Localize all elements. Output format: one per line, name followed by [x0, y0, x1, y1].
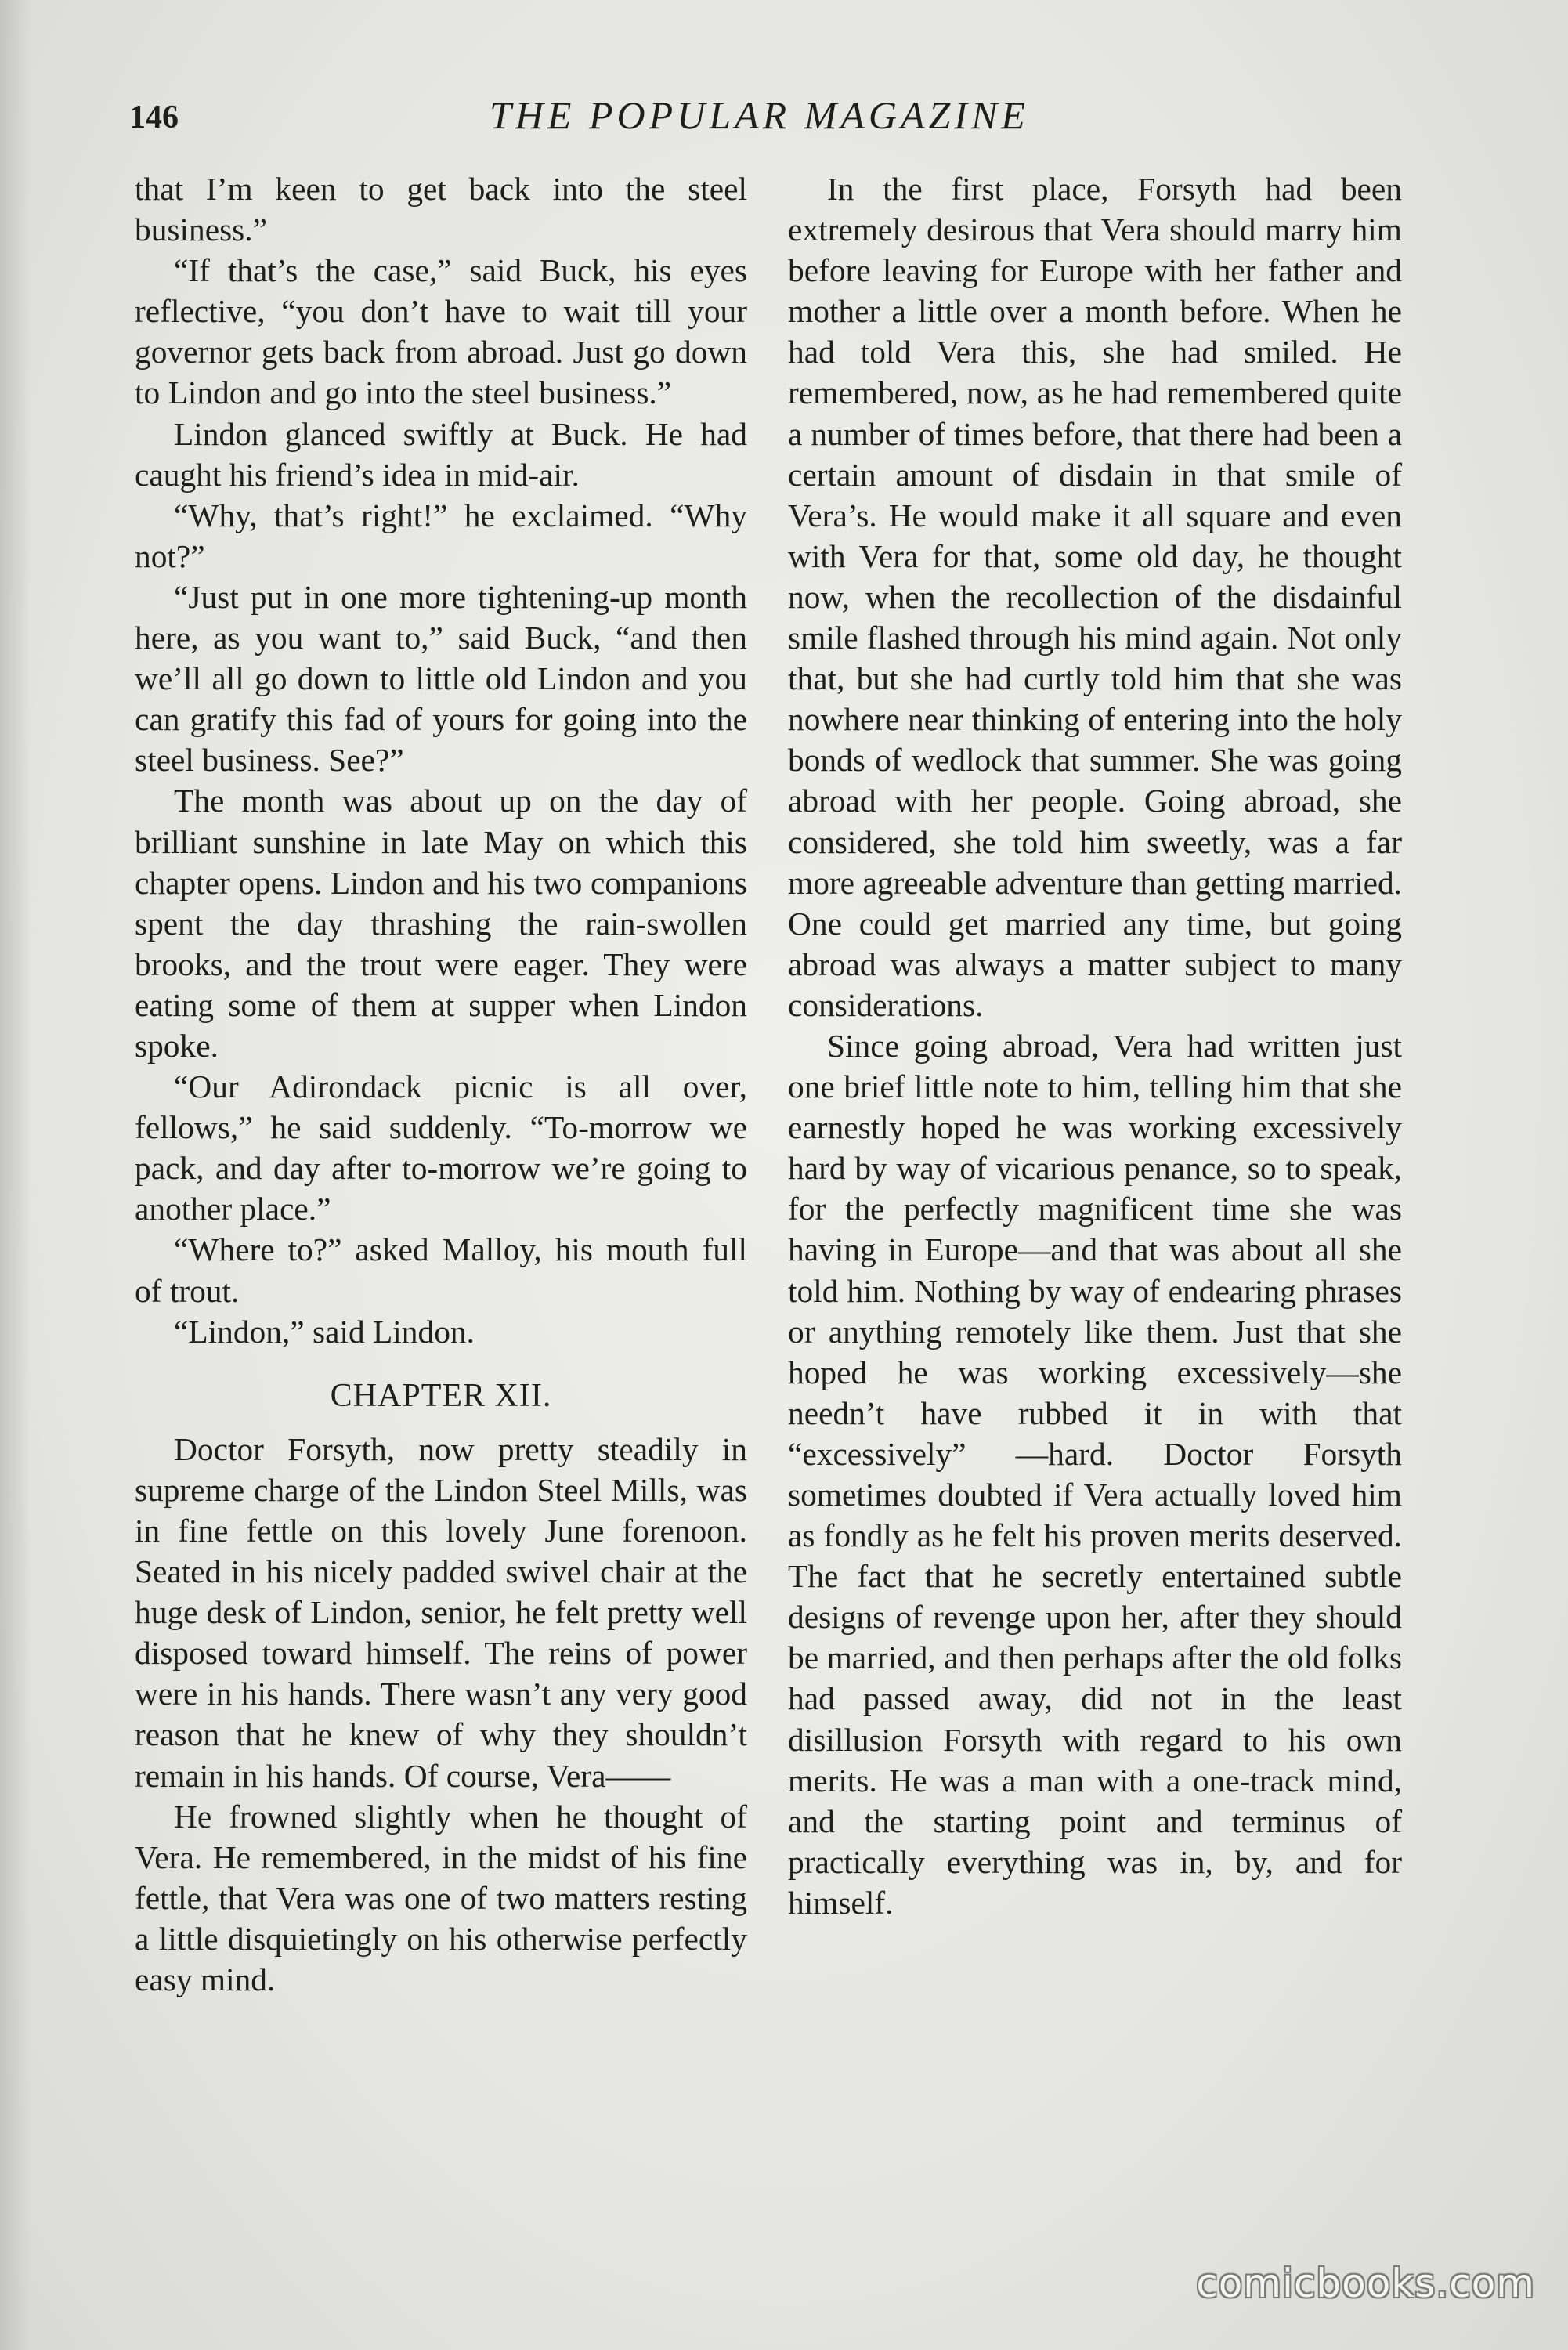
chapter-heading: CHAPTER XII. [330, 1377, 552, 1414]
paragraph: “Where to?” asked Malloy, his mouth full of trout. [135, 1231, 747, 1309]
page-header [129, 92, 1414, 147]
paragraph: “Lindon,” said Lindon. [174, 1313, 475, 1350]
left-column [135, 168, 747, 2000]
paragraph: The month was about up on the day of brilliant sunshine in late May on which this chapter opens. Lindon and his two companions spent the day thrashing the rain-swollen brooks, and the trout were eager. They were eating some of them at supper when Lindon spoke. [135, 783, 747, 1064]
paragraph: Since going abroad, Vera had written just one brief little note to him, telling him that she earnestly hoped he was working excessively hard by way of vicarious penance, so to speak, for the perfectly magnificent time she was having in Europe—and that was about all she told him. Nothing by way of endearing phrases or anything remotely like them. Just that she hoped he was working excessively—she needn’t have rubbed it in with that “excessively” —hard. Doctor Forsyth sometimes doubted if Vera actually loved him as fondly as he felt his proven merits deserved. The fact that he secretly entertained subtle designs of revenge upon her, after they should be married, and then perhaps after the old folks had passed away, did not in the least disillusion Forsyth with regard to his own merits. He was a man with a one-track mind, and the starting point and terminus of practically everything was in, by, and for himself. [788, 1027, 1402, 1921]
page-edge-shadow [0, 0, 31, 2350]
paragraph: Lindon glanced swiftly at Buck. He had caught his friend’s idea in mid-air. [135, 415, 747, 493]
paragraph: He frowned slightly when he thought of Vera. He remembered, in the midst of his fine fettle, that Vera was one of two matters resting a little disquietingly on his otherwise perfectly easy mind. [135, 1798, 747, 1998]
paragraph: “If that’s the case,” said Buck, his eyes reflective, “you don’t have to wait till your governor gets back from abroad. Just go down to Lindon and go into the steel business.” [135, 252, 747, 411]
paragraph: “Why, that’s right!” he exclaimed. “Why not?” [135, 497, 747, 574]
right-column [788, 168, 1402, 1923]
paragraph: “Just put in one more tightening-up month here, as you want to,” said Buck, “and then we’ll all go down to little old Lindon and you can gratify this fad of yours for going into the steel business. See?” [135, 578, 747, 779]
paragraph: Doctor Forsyth, now pretty steadily in supreme charge of the Lindon Steel Mills, was in fine fettle on this lovely June forenoon. Seated in his nicely padded swivel chair at the huge desk of Lindon, senior, he felt pretty well disposed toward himself. The reins of power were in his hands. There wasn’t any very good reason that he knew of why they shouldn’t remain in his hands. Of course, Vera—— [135, 1430, 747, 1794]
paragraph: “Our Adirondack picnic is all over, fellows,” he said suddenly. “To-morrow we pack, and day after to-morrow we’re going to another place.” [135, 1068, 747, 1227]
running-title: THE POPULAR MAGAZINE [490, 93, 1029, 137]
page-number: 146 [129, 99, 179, 136]
watermark: comicbooks.com [1196, 2261, 1535, 2306]
paragraph: In the first place, Forsyth had been extremely desirous that Vera should marry him before leaving for Europe with her father and mother a little over a month before. When he had told Vera this, she had smiled. He remembered, now, as he had remembered quite a number of times before, that there had been a certain amount of disdain in that smile of Vera’s. He would make it all square and even with Vera for that, some old day, he thought now, when the recollection of the disdainful smile flashed through his mind again. Not only that, but she had curtly told him that she was nowhere near thinking of entering into the holy bonds of wedlock that summer. She was going abroad with her people. Going abroad, she considered, she told him sweetly, was a far more agreeable adventure than getting married. One could get married any time, but going abroad was always a matter subject to many considerations. [788, 171, 1402, 1023]
paragraph: that I’m keen to get back into the steel business.” [135, 171, 747, 248]
